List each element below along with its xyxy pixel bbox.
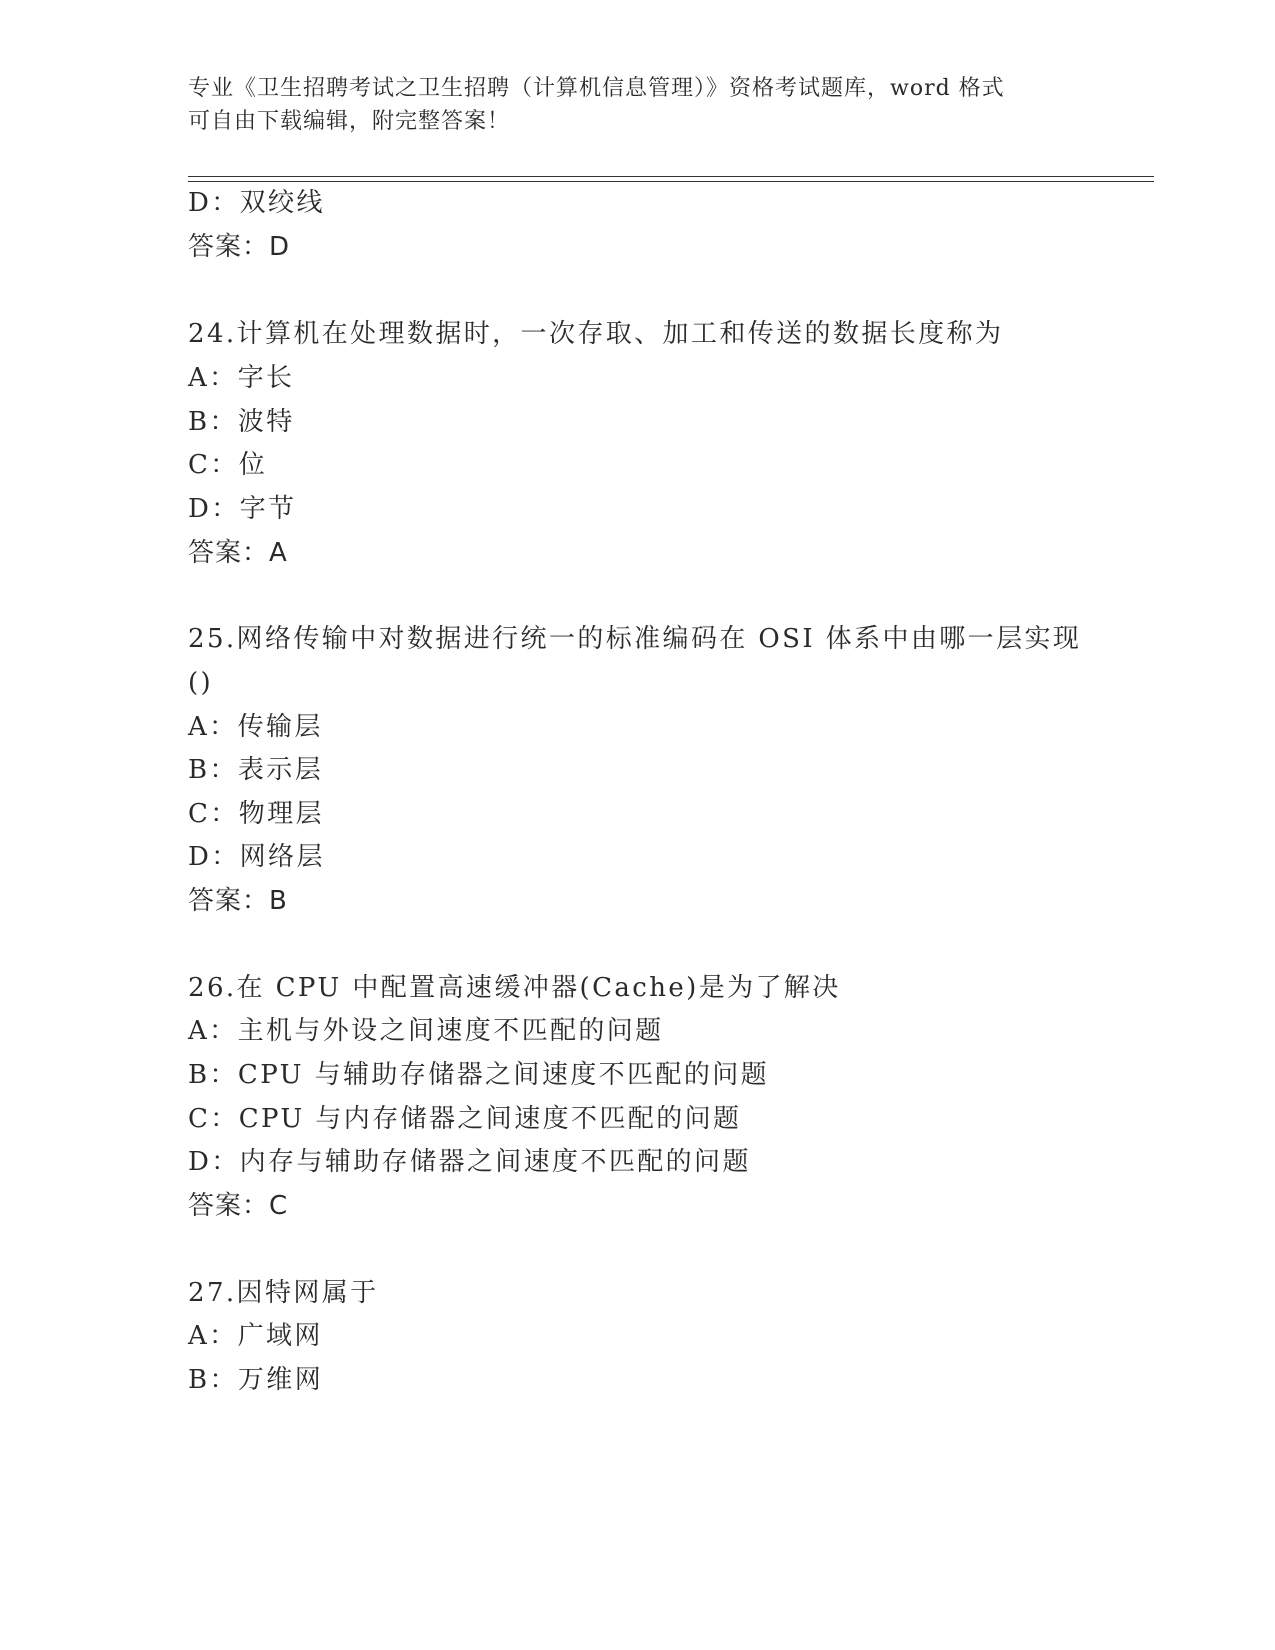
question-25-stem-continued: ()	[188, 668, 214, 698]
question-26-stem: 26.在 CPU 中配置高速缓冲器(Cache)是为了解决	[188, 973, 841, 1003]
document-header	[188, 72, 1068, 138]
question-24-stem: 24.计算机在处理数据时，一次存取、加工和传送的数据长度称为	[188, 319, 1004, 349]
header-divider-top	[188, 176, 1154, 177]
prev-answer: 答案：D	[188, 232, 291, 262]
question-26-answer: 答案：C	[188, 1191, 289, 1221]
header-line-1: 专业《卫生招聘考试之卫生招聘（计算机信息管理）》资格考试题库，word 格式	[188, 76, 1005, 101]
question-25-stem: 25.网络传输中对数据进行统一的标准编码在 OSI 体系中由哪一层实现	[188, 624, 1082, 654]
prev-option-d: D：双绞线	[188, 188, 325, 218]
question-26-option-b: B：CPU 与辅助存储器之间速度不匹配的问题	[188, 1060, 770, 1090]
question-24-option-a: A：字长	[188, 363, 295, 393]
question-24-option-c: C：位	[188, 450, 268, 480]
question-27-option-a: A：广域网	[188, 1321, 323, 1351]
question-27-option-b: B：万维网	[188, 1365, 324, 1395]
question-24-answer: 答案：A	[188, 538, 288, 568]
question-25-option-a: A：传输层	[188, 712, 323, 742]
question-26-option-a: A：主机与外设之间速度不匹配的问题	[188, 1016, 664, 1046]
question-25-option-d: D：网络层	[188, 842, 325, 872]
question-25-option-c: C：物理层	[188, 799, 324, 829]
header-line-2: 可自由下载编辑，附完整答案！	[188, 109, 511, 134]
question-24-option-b: B：波特	[188, 407, 295, 437]
header-divider-bottom	[188, 181, 1154, 182]
question-25-option-b: B：表示层	[188, 755, 324, 785]
question-25-answer: 答案：B	[188, 886, 288, 916]
question-24-option-d: D：字节	[188, 494, 297, 524]
question-26-option-d: D：内存与辅助存储器之间速度不匹配的问题	[188, 1147, 751, 1177]
question-26-option-c: C：CPU 与内存储器之间速度不匹配的问题	[188, 1104, 742, 1134]
question-27-stem: 27.因特网属于	[188, 1278, 379, 1308]
